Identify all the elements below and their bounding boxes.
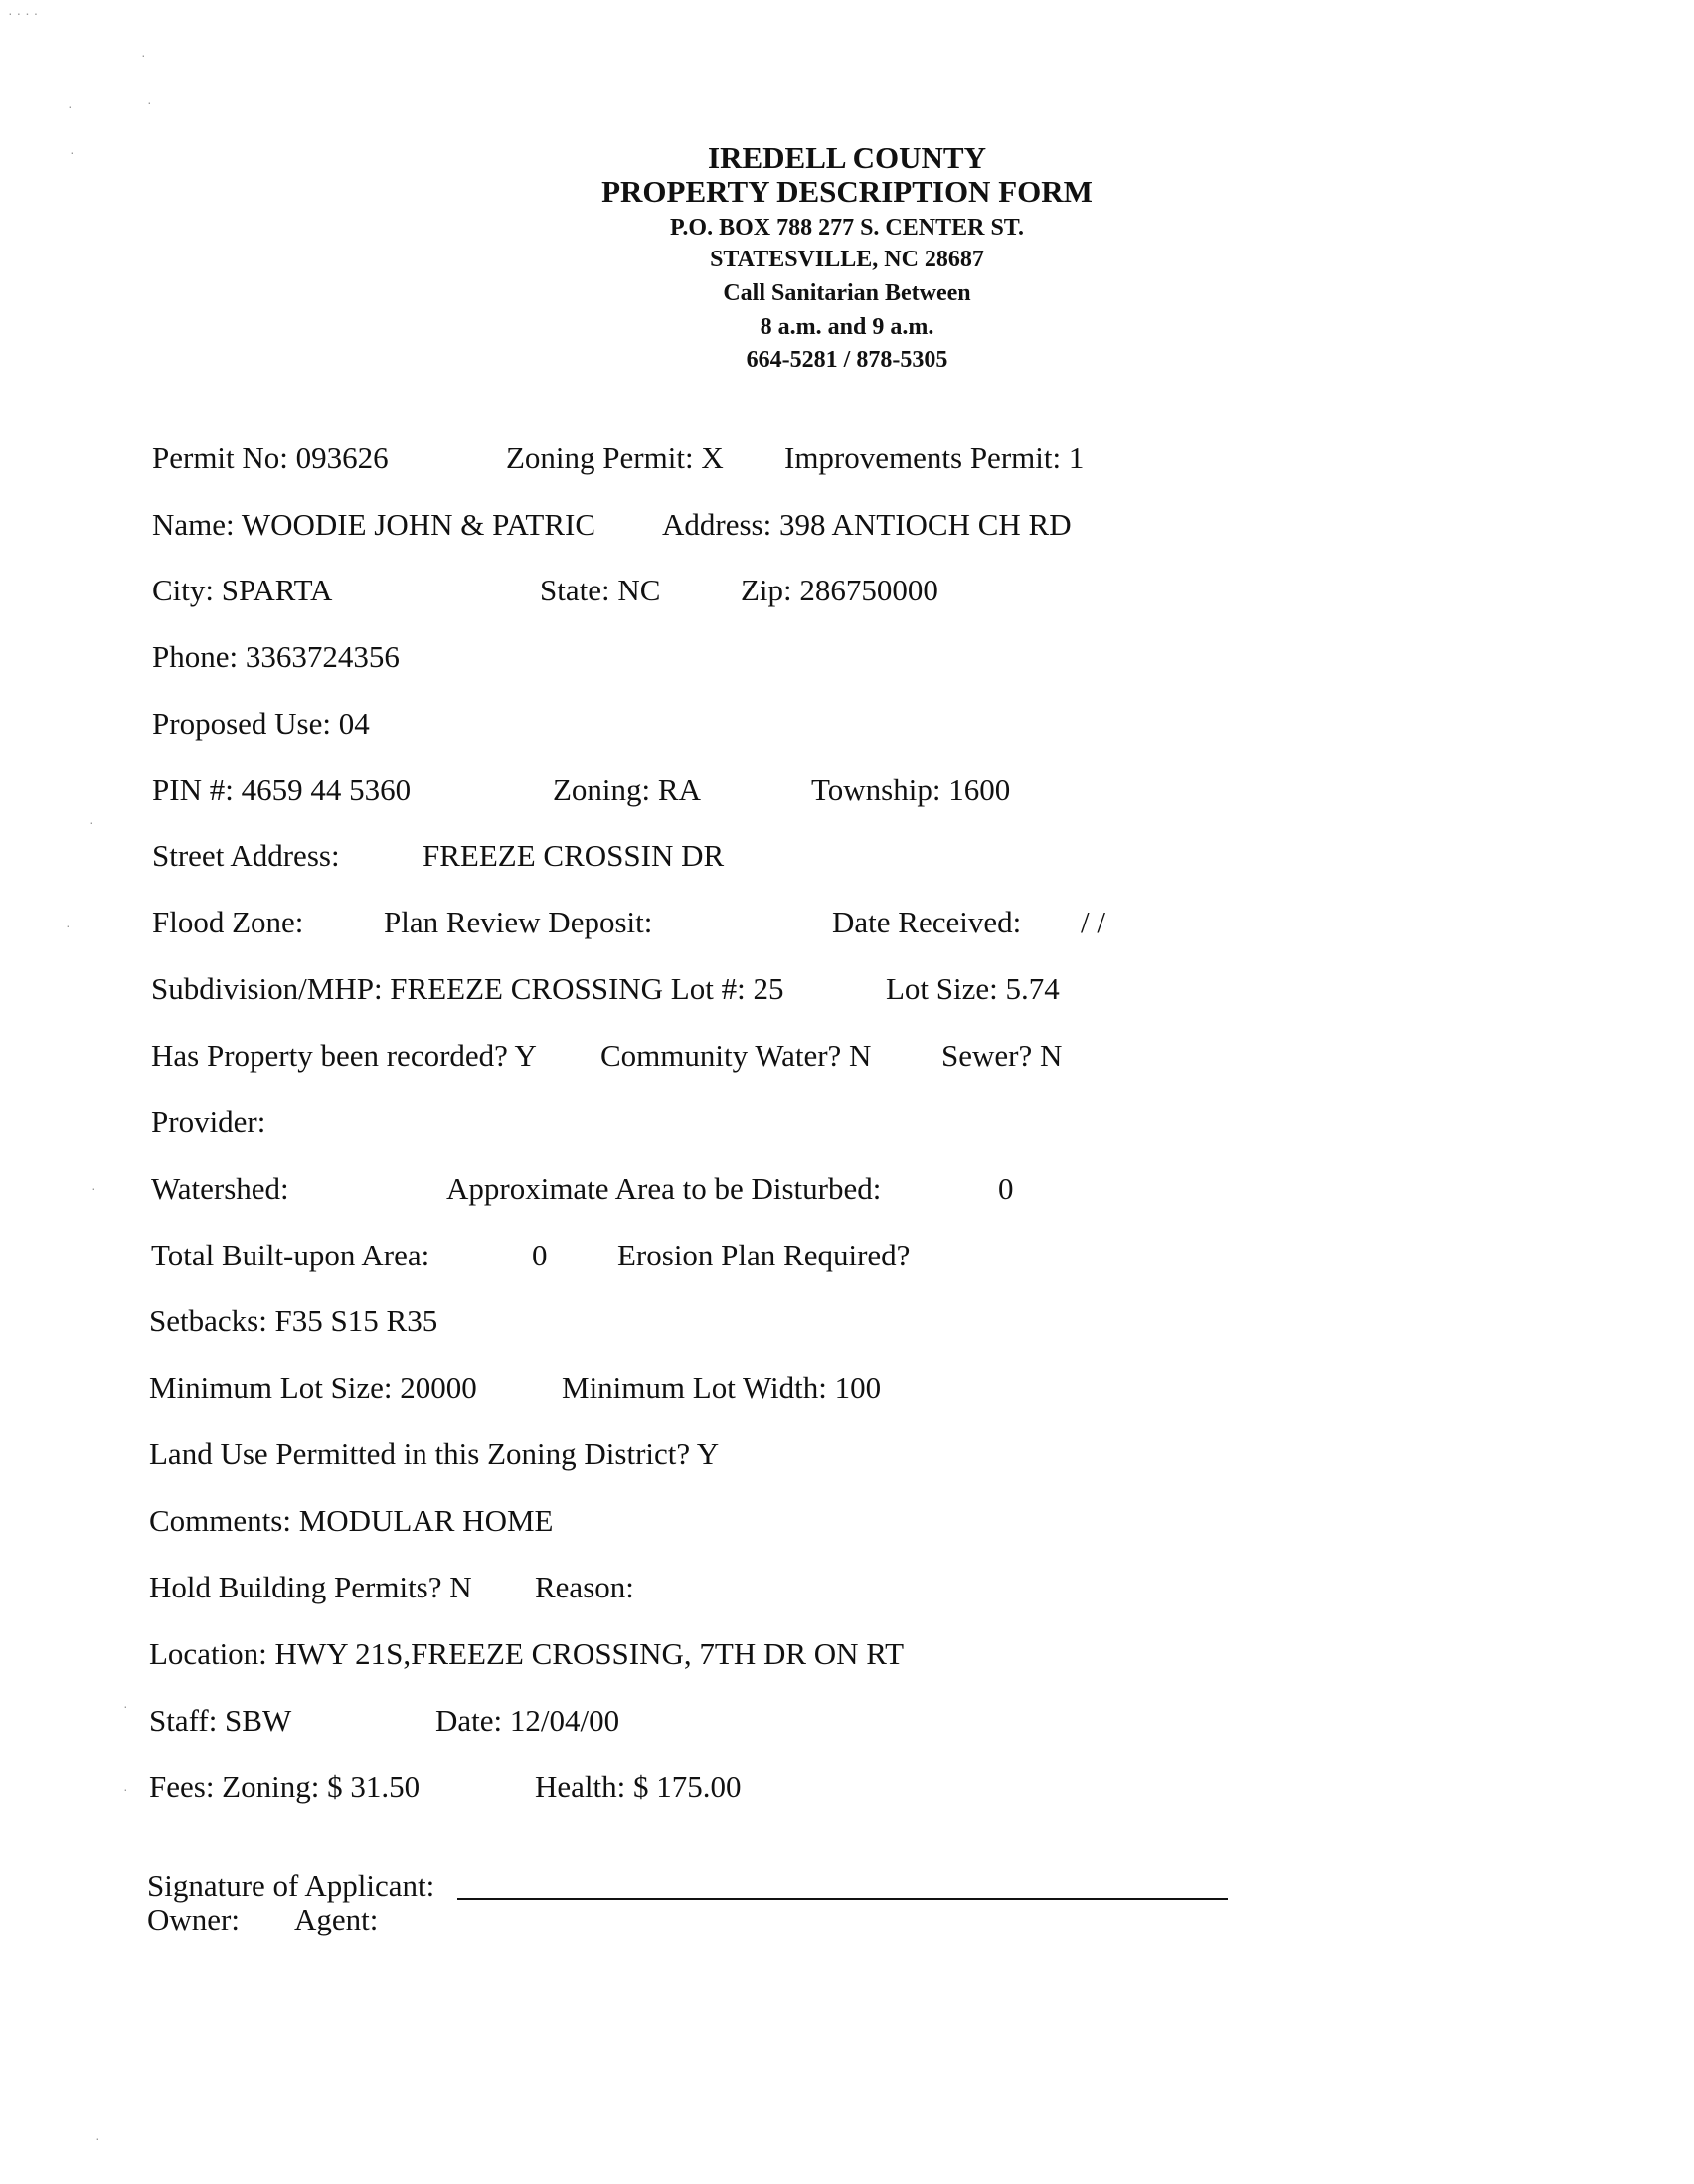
pin-number: PIN #: 4659 44 5360 [152, 772, 412, 807]
contact-phones: 664-5281 / 878-5305 [746, 347, 948, 373]
property-recorded: Has Property been recorded? Y [151, 1038, 537, 1073]
applicant-zip: Zip: 286750000 [741, 573, 938, 607]
signature-label: Signature of Applicant: [147, 1868, 435, 1903]
scan-speck: · [147, 94, 152, 110]
area-disturbed-value: 0 [998, 1171, 1014, 1206]
applicant-name: Name: WOODIE JOHN & PATRIC [152, 507, 596, 542]
agent-label: Agent: [294, 1902, 379, 1936]
scan-speck: · [141, 47, 146, 63]
built-upon-area-value: 0 [532, 1238, 548, 1272]
scan-speck: · [123, 1698, 128, 1714]
mailing-address: P.O. BOX 788 277 S. CENTER ST. [669, 215, 1025, 241]
hold-building-permits: Hold Building Permits? N [149, 1570, 472, 1604]
area-disturbed-label: Approximate Area to be Disturbed: [446, 1171, 882, 1206]
zoning-district: Zoning: RA [553, 772, 701, 807]
applicant-city: City: SPARTA [152, 573, 333, 607]
applicant-phone: Phone: 3363724356 [152, 639, 400, 674]
signature-line[interactable] [457, 1898, 1228, 1900]
scan-speck: · [89, 814, 94, 830]
permit-number: Permit No: 093626 [152, 440, 389, 475]
township: Township: 1600 [811, 772, 1011, 807]
hold-reason: Reason: [535, 1570, 634, 1604]
zoning-permit: Zoning Permit: X [506, 440, 724, 475]
minimum-lot-width: Minimum Lot Width: 100 [562, 1370, 882, 1405]
proposed-use: Proposed Use: 04 [152, 706, 370, 741]
scan-speck: · [70, 144, 75, 160]
provider: Provider: [151, 1104, 266, 1139]
fees-health: Health: $ 175.00 [535, 1769, 742, 1804]
call-hours: 8 a.m. and 9 a.m. [760, 314, 934, 340]
call-instructions: Call Sanitarian Between [723, 280, 971, 306]
improvements-permit: Improvements Permit: 1 [784, 440, 1085, 475]
setbacks: Setbacks: F35 S15 R35 [149, 1303, 438, 1338]
scan-speck: · [68, 98, 73, 114]
plan-review-deposit: Plan Review Deposit: [384, 905, 653, 939]
community-water: Community Water? N [600, 1038, 872, 1073]
comments: Comments: MODULAR HOME [149, 1503, 554, 1538]
applicant-state: State: NC [540, 573, 661, 607]
flood-zone: Flood Zone: [152, 905, 304, 939]
sewer: Sewer? N [941, 1038, 1063, 1073]
watershed: Watershed: [151, 1171, 289, 1206]
street-address-value: FREEZE CROSSIN DR [423, 838, 725, 873]
date: Date: 12/04/00 [435, 1703, 620, 1738]
form-title: PROPERTY DESCRIPTION FORM [601, 174, 1093, 209]
location: Location: HWY 21S,FREEZE CROSSING, 7TH DR ON RT [149, 1636, 905, 1671]
date-received-label: Date Received: [832, 905, 1022, 939]
fees-zoning: Fees: Zoning: $ 31.50 [149, 1769, 421, 1804]
applicant-address: Address: 398 ANTIOCH CH RD [662, 507, 1072, 542]
minimum-lot-size: Minimum Lot Size: 20000 [149, 1370, 477, 1405]
built-upon-area-label: Total Built-upon Area: [151, 1238, 430, 1272]
scan-speck: · · · · [8, 5, 39, 21]
land-use-permitted: Land Use Permitted in this Zoning District? Y [149, 1436, 720, 1471]
owner-label: Owner: [147, 1902, 240, 1936]
street-address-label: Street Address: [152, 838, 340, 873]
scan-speck: · [66, 918, 71, 933]
date-received-value: / / [1081, 905, 1105, 939]
scan-speck: · [123, 1781, 128, 1797]
subdivision-lot: Subdivision/MHP: FREEZE CROSSING Lot #: 25 [151, 971, 784, 1006]
staff: Staff: SBW [149, 1703, 292, 1738]
scan-speck: · [95, 2130, 100, 2146]
county-title: IREDELL COUNTY [708, 140, 986, 175]
erosion-plan-required: Erosion Plan Required? [617, 1238, 911, 1272]
lot-size: Lot Size: 5.74 [886, 971, 1060, 1006]
city-state-zip: STATESVILLE, NC 28687 [710, 247, 984, 272]
scan-speck: · [91, 1180, 96, 1196]
